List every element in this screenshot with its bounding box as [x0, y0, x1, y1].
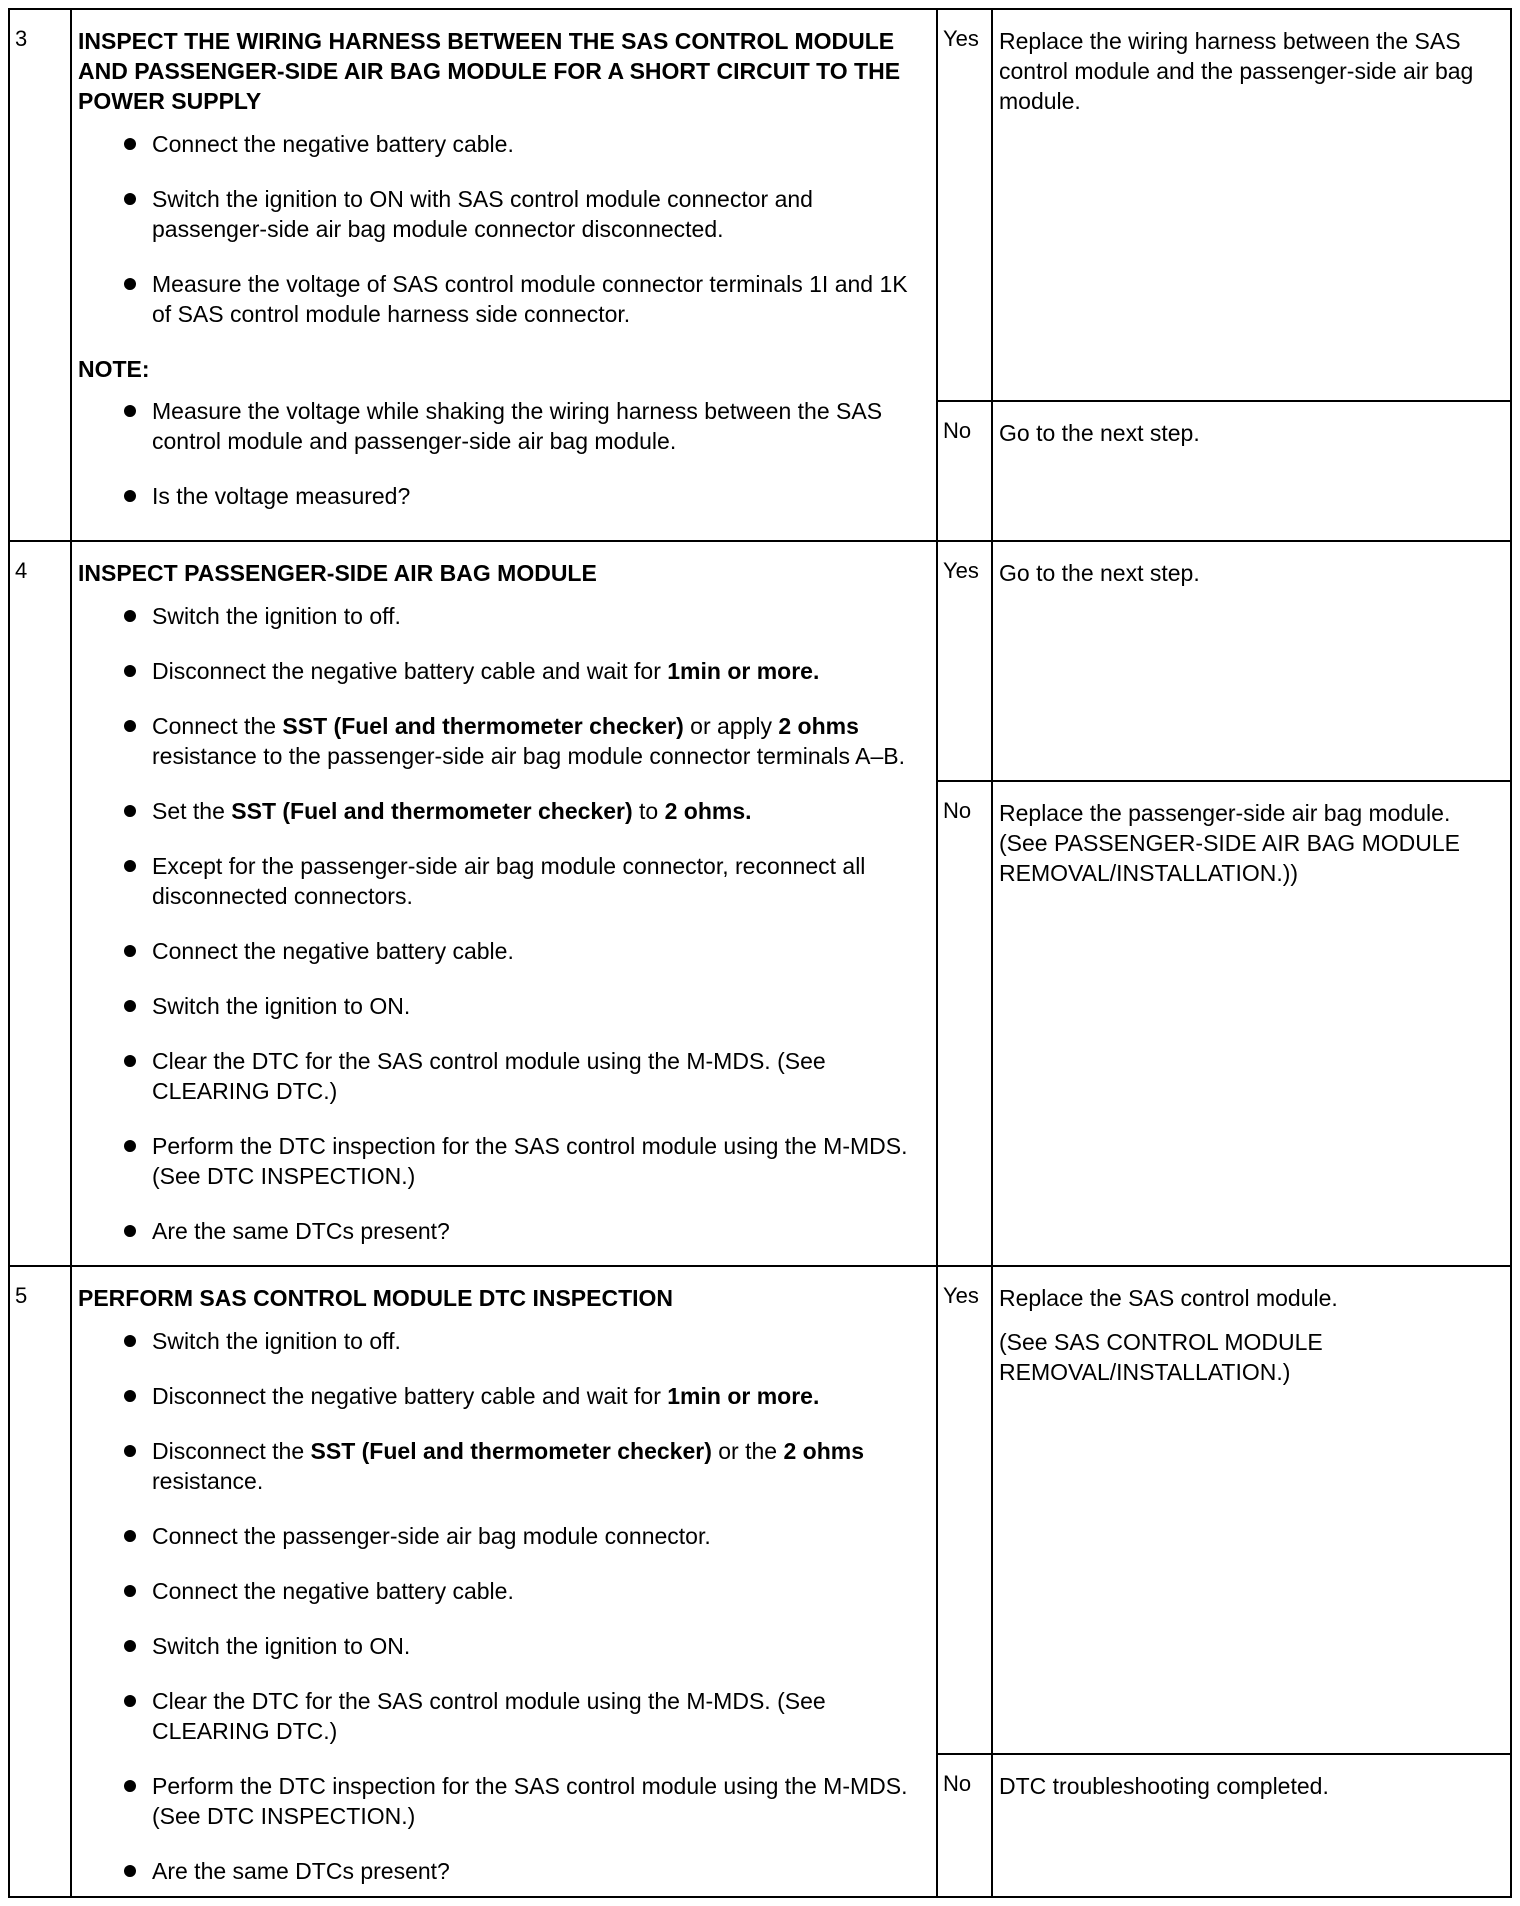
list-item: Measure the voltage of SAS control module connector terminals 1I and 1K of SAS control module harness side connector. [78, 269, 914, 329]
list-item: Switch the ignition to off. [78, 601, 914, 631]
result-text: Go to the next step. [999, 420, 1200, 446]
list-item: Perform the DTC inspection for the SAS control module using the M-MDS. (See DTC INSPECTION.) [78, 1131, 914, 1191]
list-item: Disconnect the negative battery cable and wait for 1min or more. [78, 1381, 914, 1411]
note-items [78, 396, 914, 511]
no-result [992, 781, 1511, 1266]
result-text: (See SAS CONTROL MODULE REMOVAL/INSTALLATION.) [999, 1329, 1323, 1386]
list-item: Connect the negative battery cable. [78, 936, 914, 966]
yes-result [992, 541, 1511, 781]
no-result [992, 401, 1511, 541]
list-item: Clear the DTC for the SAS control module using the M-MDS. (See CLEARING DTC.) [78, 1686, 914, 1746]
list-item: Perform the DTC inspection for the SAS control module using the M-MDS. (See DTC INSPECTION.) [78, 1771, 914, 1831]
list-item: Switch the ignition to ON. [78, 1631, 914, 1661]
list-item: Is the voltage measured? [78, 481, 914, 511]
no-label: No [937, 781, 992, 1266]
yes-label: Yes [937, 9, 992, 401]
result-text: Replace the passenger-side air bag module. (See PASSENGER-SIDE AIR BAG MODULE REMOVAL/INSTALLATION.)) [999, 799, 1460, 886]
step-heading: PERFORM SAS CONTROL MODULE DTC INSPECTION [78, 1285, 674, 1312]
list-item: Connect the negative battery cable. [78, 129, 914, 159]
result-text: Replace the SAS control module. [999, 1285, 1338, 1312]
list-item: Except for the passenger-side air bag module connector, reconnect all disconnected connectors. [78, 851, 914, 911]
no-result [992, 1754, 1511, 1897]
step-action [71, 541, 937, 1266]
list-item: Switch the ignition to ON with SAS control module connector and passenger-side air bag module connector disconnected. [78, 184, 914, 244]
note-label: NOTE: [78, 356, 150, 382]
list-item: Disconnect the SST (Fuel and thermometer checker) or the 2 ohms resistance. [78, 1436, 914, 1496]
step-heading: INSPECT THE WIRING HARNESS BETWEEN THE SAS CONTROL MODULE AND PASSENGER-SIDE AIR BAG MODULE FOR A SHORT CIRCUIT TO THE POWER SUPPLY [78, 28, 901, 114]
yes-label: Yes [937, 541, 992, 781]
list-item: Connect the negative battery cable. [78, 1576, 914, 1606]
list-item: Connect the SST (Fuel and thermometer checker) or apply 2 ohms resistance to the passenger-side air bag module connector terminals A–B. [78, 711, 914, 771]
list-item: Connect the passenger-side air bag module connector. [78, 1521, 914, 1551]
yes-result [992, 9, 1511, 401]
step-action [71, 9, 937, 541]
step-number: 5 [9, 1266, 71, 1897]
list-item: Are the same DTCs present? [78, 1856, 914, 1886]
step-4-yes-row [9, 541, 1511, 781]
result-text: Go to the next step. [999, 559, 1200, 586]
step-5-yes-row [9, 1266, 1511, 1754]
step-number: 4 [9, 541, 71, 1266]
yes-result [992, 1266, 1511, 1754]
list-item: Disconnect the negative battery cable and wait for 1min or more. [78, 656, 914, 686]
procedure-table [8, 8, 1512, 1898]
list-item: Measure the voltage while shaking the wiring harness between the SAS control module and passenger-side air bag module. [78, 396, 914, 456]
list-item: Switch the ignition to ON. [78, 991, 914, 1021]
step-3-yes-row [9, 9, 1511, 401]
result-text: DTC troubleshooting completed. [999, 1773, 1329, 1800]
step-items [78, 601, 914, 1246]
list-item: Are the same DTCs present? [78, 1216, 914, 1246]
list-item: Set the SST (Fuel and thermometer checker) to 2 ohms. [78, 796, 914, 826]
list-item: Switch the ignition to off. [78, 1326, 914, 1356]
list-item: Clear the DTC for the SAS control module using the M-MDS. (See CLEARING DTC.) [78, 1046, 914, 1106]
no-label: No [937, 1754, 992, 1897]
step-heading: INSPECT PASSENGER-SIDE AIR BAG MODULE [78, 559, 597, 586]
result-text: Replace the wiring harness between the SAS control module and the passenger-side air bag module. [999, 28, 1474, 114]
step-number: 3 [9, 9, 71, 541]
yes-label: Yes [937, 1266, 992, 1754]
step-items [78, 1326, 914, 1886]
step-action [71, 1266, 937, 1897]
step-items [78, 129, 914, 329]
no-label: No [937, 401, 992, 541]
